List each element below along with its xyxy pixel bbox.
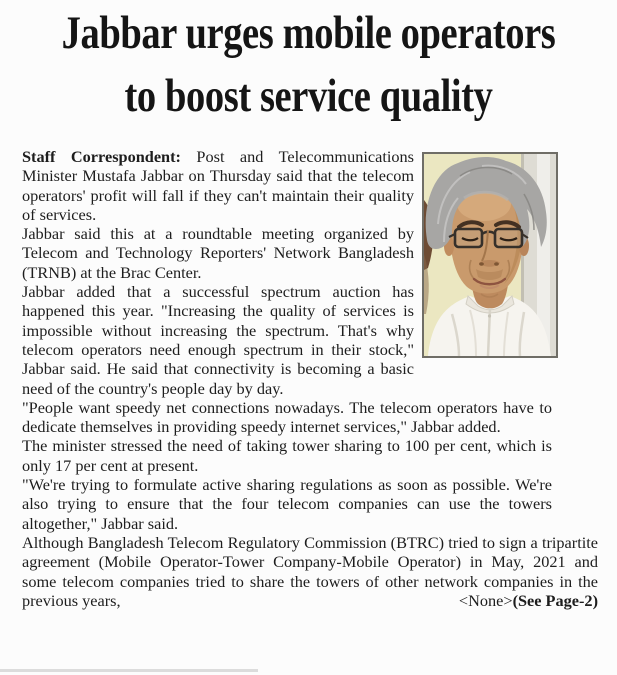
byline-label: Staff Correspondent:: [22, 147, 181, 166]
paragraph-1-text: Post and Telecommunications Minister Mustafa Jabbar on Thursday said that the telecom operators' profit will fall if they can't maintain their quality of services.: [22, 147, 414, 224]
article-body: [22, 147, 598, 610]
paragraph-4: "People want speedy net connections nowadays. The telecom operators have to dedicate themselves in providing speedy internet services," Jabbar added.: [22, 397, 552, 437]
portrait-illustration: [424, 154, 556, 356]
paragraph-3: Jabbar added that a successful spectrum auction has happened this year. "Increasing the quality of services is impossible without increasing the spectrum. That's why telecom operators need enough spectrum in their stock," Jabbar said. He said that connectivity is becoming a basic need of the country's people day by day.: [22, 282, 414, 398]
paragraph-7-text: Although Bangladesh Telecom Regulatory Commission (BTRC) tried to sign a tripartite agreement (Mobile Operator-Tower Company-Mobile Operator) in May, 2021 and some telecom companies tried to share the towers of other network companies in the previous years,: [22, 532, 598, 610]
portrait-photo: [422, 152, 558, 358]
paragraph-2: Jabbar said this at a roundtable meeting organized by Telecom and Technology Reporters' Network Bangladesh (TRNB) at the Brac Center.: [22, 224, 414, 282]
paragraph-5: The minister stressed the need of taking tower sharing to 100 per cent, which is only 17 per cent at present.: [22, 436, 552, 475]
bottom-divider: [0, 669, 258, 672]
paragraph-6: "We're trying to formulate active sharing regulations as soon as possible. We're also trying to ensure that the four telecom companies can use the towers altogether," Jabbar said.: [22, 475, 552, 533]
continuation-marker: [459, 591, 598, 610]
headline-line-2: to boost service quality: [124, 70, 493, 122]
paragraph-7: [22, 533, 598, 610]
headline: [0, 2, 617, 128]
none-tag: <None>: [458, 590, 513, 610]
headline-line-1: Jabbar urges mobile operators: [61, 7, 556, 59]
see-page-label: (See Page-2): [512, 590, 598, 610]
